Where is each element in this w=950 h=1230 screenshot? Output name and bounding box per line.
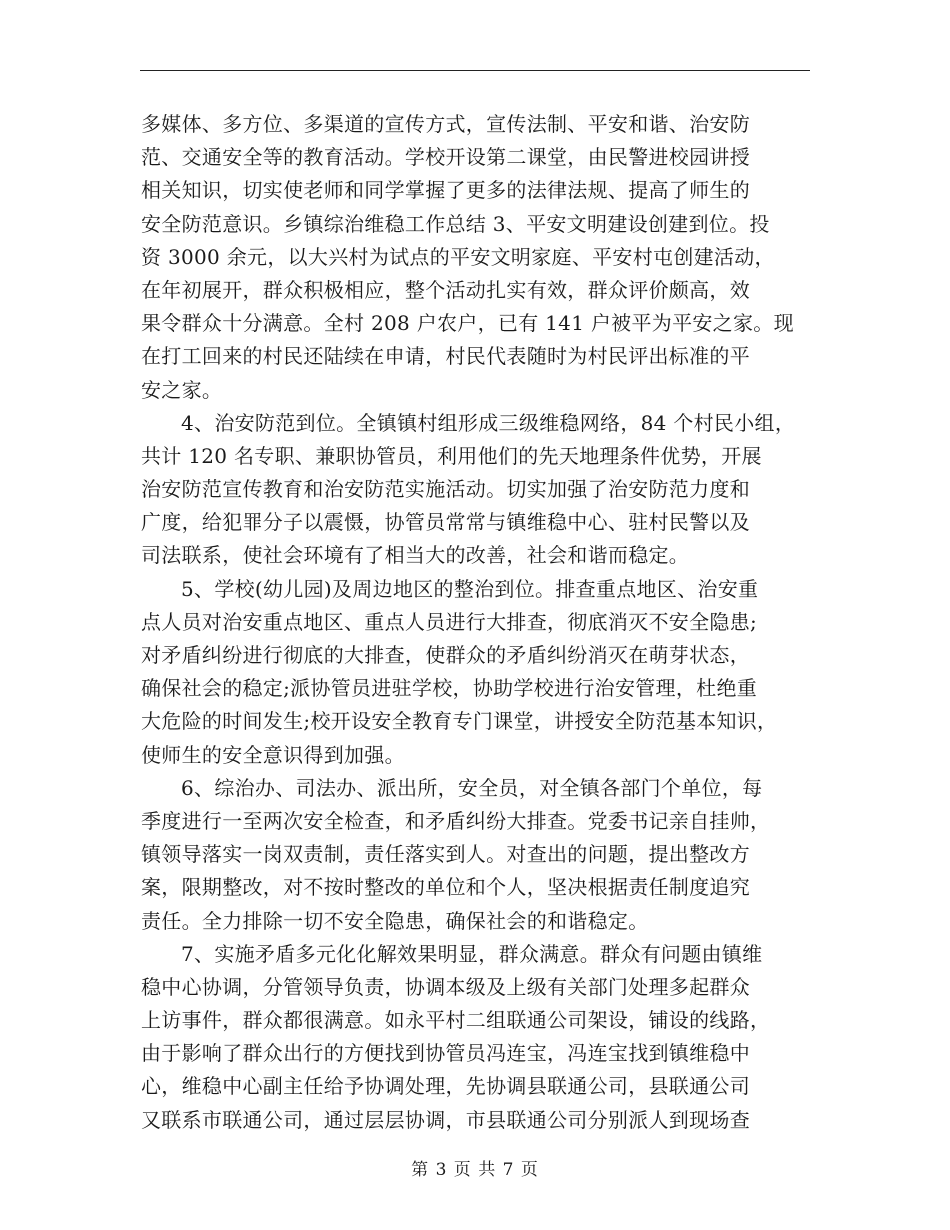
text-line: 心，维稳中心副主任给予协调处理，先协调县联通公司，县联通公司 [141, 1074, 750, 1099]
text-line: 相关知识，切实使老师和同学掌握了更多的法律法规、提高了师生的 [141, 178, 750, 203]
text-line: 上访事件，群众都很满意。如永平村二组联通公司架设，铺设的线路， [141, 1008, 771, 1033]
text-line: 由于影响了群众出行的方便找到协管员冯连宝，冯连宝找到镇维稳中 [141, 1041, 750, 1066]
paragraph-start-line: 6、综治办、司法办、派出所，安全员，对全镇各部门个单位，每 [181, 775, 763, 800]
text-line: 果令群众十分满意。全村 208 户农户，已有 141 户被平为平安之家。现 [141, 311, 794, 336]
text-line: 稳中心协调，分管领导负责，协调本级及上级有关部门处理多起群众 [141, 974, 750, 999]
text-line: 在年初展开，群众积极相应，整个活动扎实有效，群众评价颇高，效 [141, 277, 750, 302]
text-line: 镇领导落实一岗双责制，责任落实到人。对查出的问题，提出整改方 [141, 842, 750, 867]
body-text [141, 108, 831, 1137]
text-line: 点人员对治安重点地区、重点人员进行大排查，彻底消灭不安全隐患; [141, 609, 758, 634]
text-line: 共计 120 名专职、兼职协管员，利用他们的先天地理条件优势，开展 [141, 443, 762, 468]
text-line: 确保社会的稳定;派协管员进驻学校，协助学校进行治安管理，杜绝重 [141, 676, 758, 701]
page-footer: 第 3 页 共 7 页 [411, 1160, 539, 1180]
text-line: 对矛盾纠纷进行彻底的大排查，使群众的矛盾纠纷消灭在萌芽状态， [141, 643, 750, 667]
paragraph-start-line: 5、学校(幼儿园)及周边地区的整治到位。排查重点地区、治安重 [181, 576, 759, 601]
text-line: 资 3000 余元，以大兴村为试点的平安文明家庭、平安村屯创建活动， [141, 244, 775, 269]
paragraph-start-line: 4、治安防范到位。全镇镇村组形成三级维稳网络，84 个村民小组， [181, 410, 796, 435]
text-line: 使师生的安全意识得到加强。 [141, 742, 405, 767]
text-line: 季度进行一至两次安全检查，和矛盾纠纷大排查。党委书记亲自挂帅， [141, 808, 771, 833]
text-line: 责任。全力排除一切不安全隐患，确保社会的和谐稳定。 [141, 908, 649, 933]
text-line: 在打工回来的村民还陆续在申请，村民代表随时为村民评出标准的平 [141, 344, 750, 369]
text-line: 又联系市联通公司，通过层层协调，市县联通公司分别派人到现场查 [141, 1107, 750, 1132]
header-rule [140, 70, 810, 71]
text-line: 大危险的时间发生;校开设安全教育专门课堂，讲授安全防范基本知识， [141, 709, 778, 734]
text-line: 安全防范意识。乡镇综治维稳工作总结 3、平安文明建设创建到位。投 [141, 211, 770, 236]
text-line: 案，限期整改，对不按时整改的单位和个人，坚决根据责任制度追究 [141, 875, 750, 900]
text-line: 安之家。 [141, 377, 223, 402]
text-line: 治安防范宣传教育和治安防范实施活动。切实加强了治安防范力度和 [141, 477, 750, 502]
paragraph-start-line: 7、实施矛盾多元化化解效果明显，群众满意。群众有问题由镇维 [181, 941, 763, 966]
text-line: 范、交通安全等的教育活动。学校开设第二课堂，由民警进校园讲授 [141, 145, 750, 170]
text-line: 司法联系，使社会环境有了相当大的改善，社会和谐而稳定。 [141, 543, 690, 568]
text-line: 广度，给犯罪分子以震慑，协管员常常与镇维稳中心、驻村民警以及 [141, 510, 750, 535]
text-line: 多媒体、多方位、多渠道的宣传方式，宣传法制、平安和谐、治安防 [141, 112, 750, 136]
